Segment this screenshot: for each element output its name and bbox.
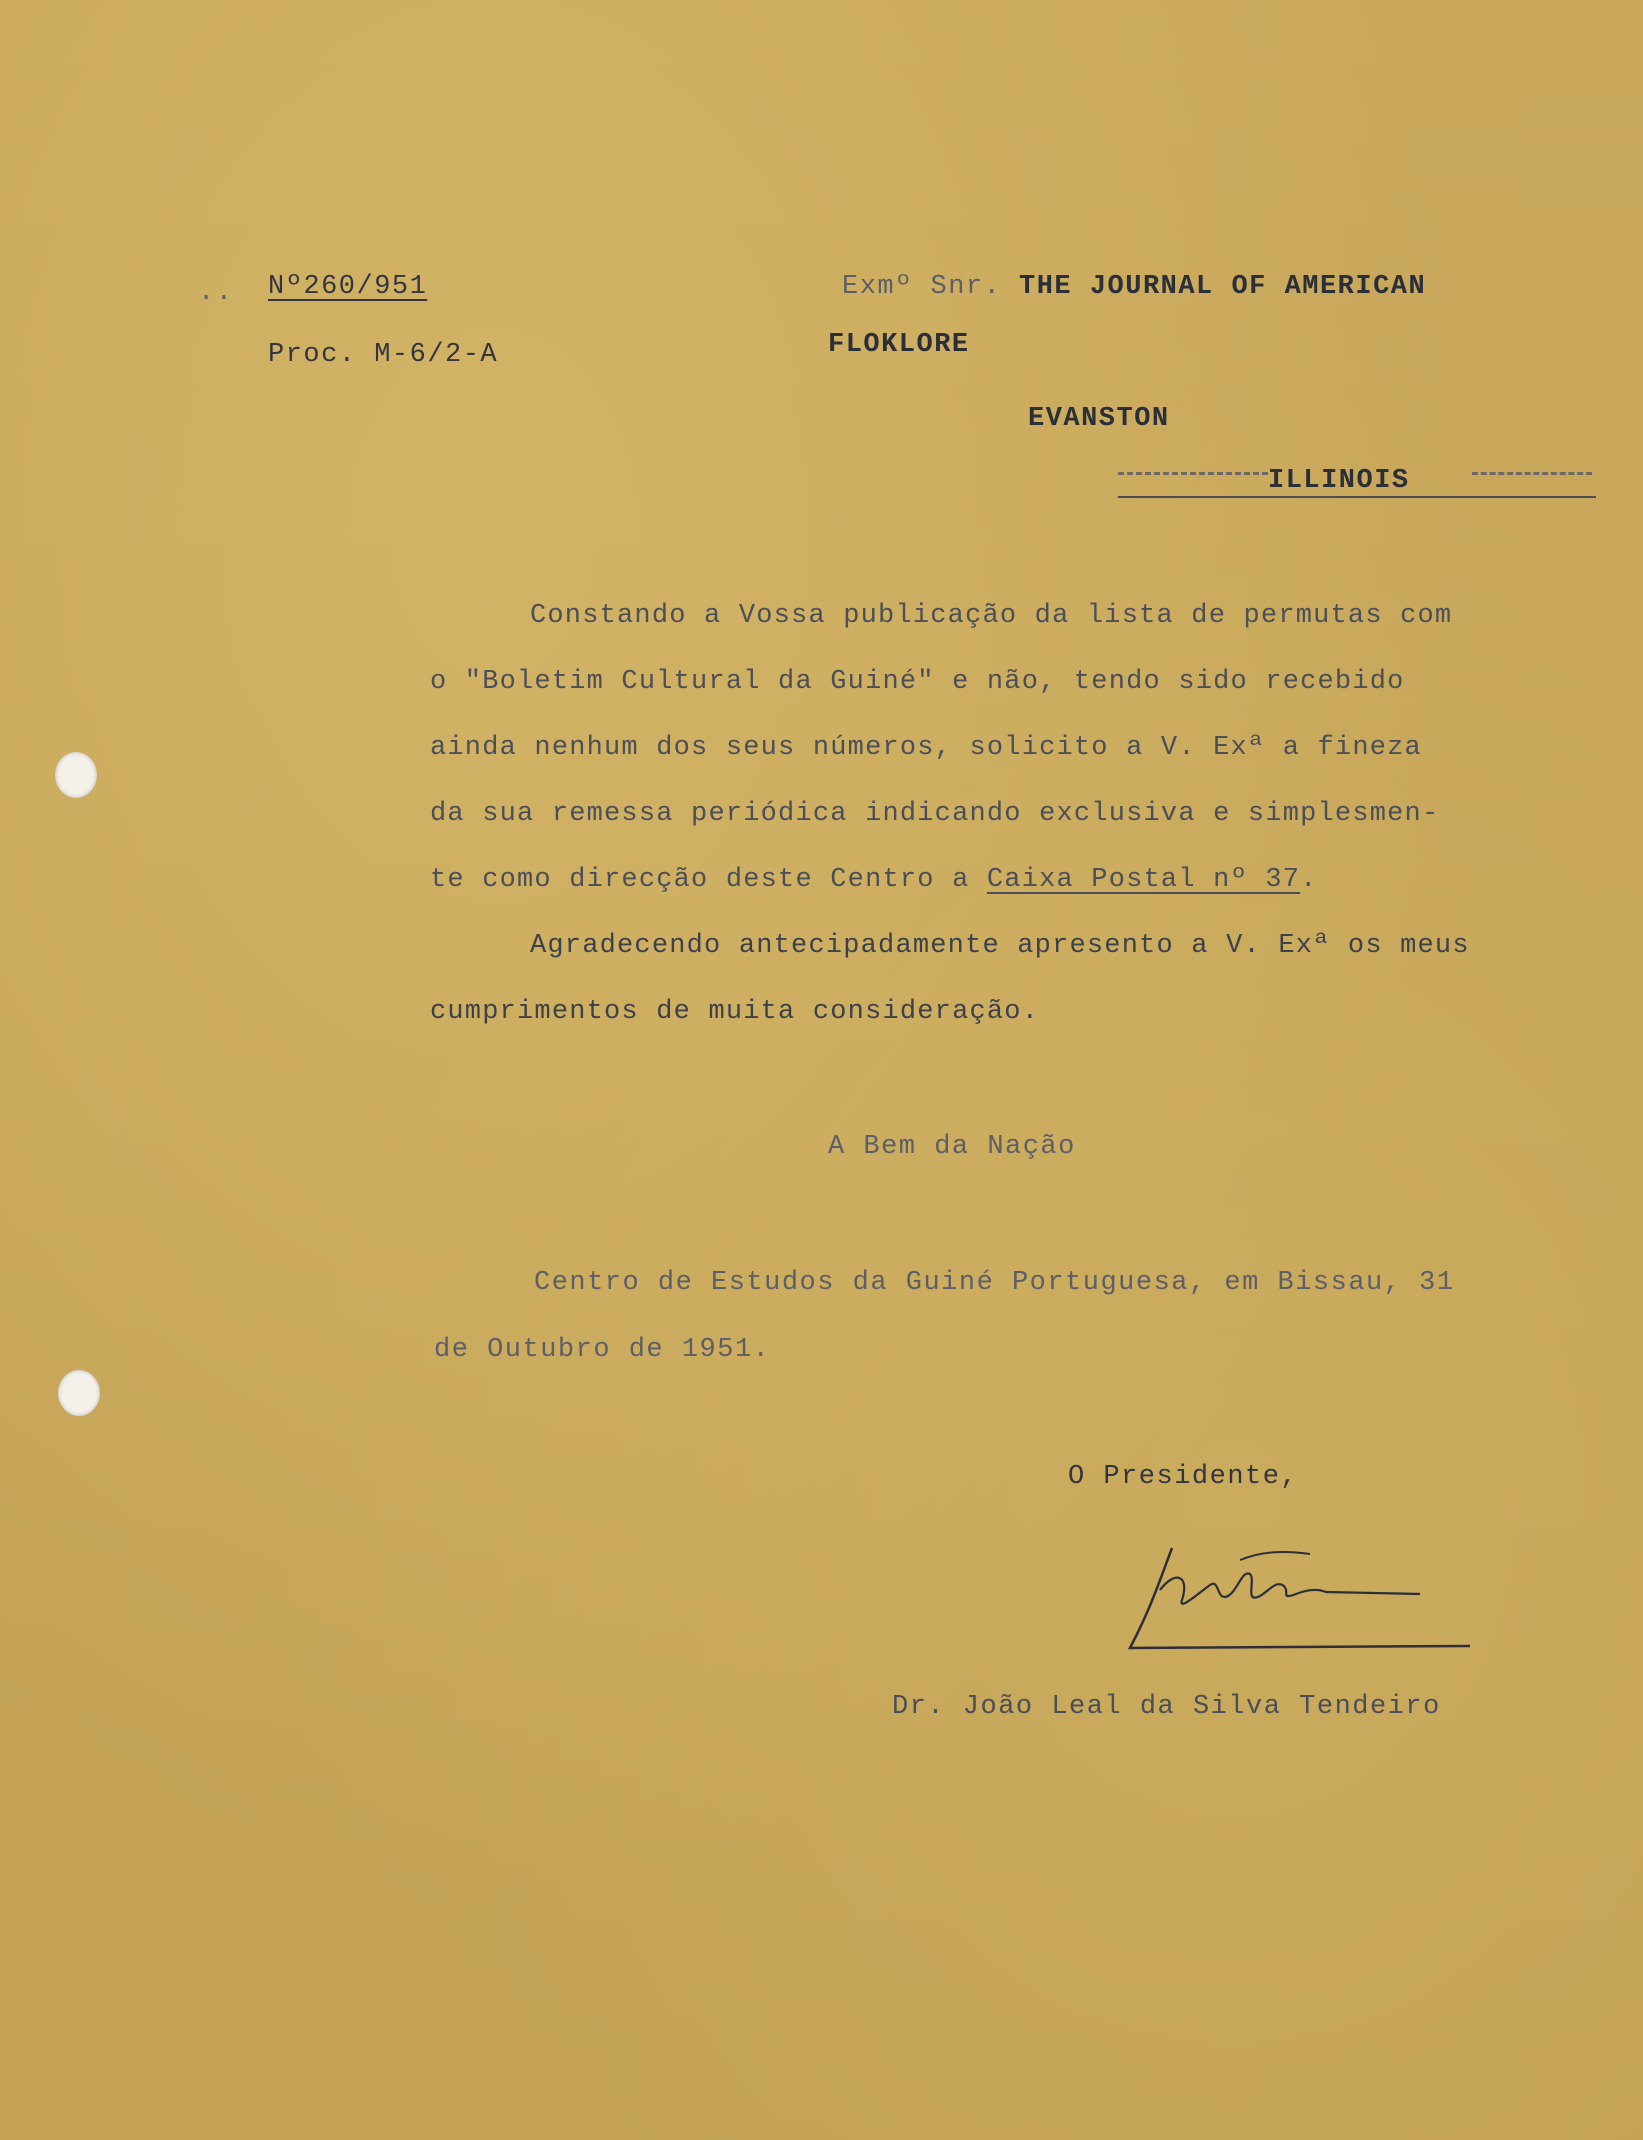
signatory-title: O Presidente, [1068,1462,1299,1492]
body-paragraph-2 [430,913,1580,1045]
body-line: ainda nenhum dos seus números, solicito a V. Exª a fineza [430,733,1422,763]
strikeout-dashes [1472,472,1592,475]
place-date-line-1: Centro de Estudos da Guiné Portuguesa, em Bissau, 31 [534,1268,1455,1298]
closing-motto: A Bem da Nação [828,1132,1076,1162]
body-paragraph-1 [430,583,1580,913]
address-underline [1118,496,1596,498]
place-date-line-2: de Outubro de 1951. [434,1335,771,1365]
body-line-last [430,847,1580,913]
punch-hole [55,752,97,798]
postal-box: Caixa Postal nº 37 [986,865,1301,895]
body-line: Constando a Vossa publicação da lista de permutas com [530,601,1453,631]
body-line: da sua remessa periódica indicando exclusiva e simplesmen- [430,799,1440,829]
body-line: o "Boletim Cultural da Guiné" e não, tendo sido recebido [430,667,1405,697]
reference-number: Nº260/951 [268,272,428,302]
body-line: te como direcção deste Centro a [430,865,987,895]
handwritten-signature [1120,1530,1500,1670]
body-line: Agradecendo antecipadamente apresento a V. Exª os meus [530,931,1470,961]
header-dots: .. [198,278,234,308]
addressee-block [842,272,1426,302]
addressee-line-1: THE JOURNAL OF AMERICAN [1019,272,1427,302]
salutation: Exmº Snr. [842,272,1002,302]
strikeout-dashes [1118,472,1268,475]
sentence-end: . [1300,865,1318,895]
process-number: Proc. M-6/2-A [268,340,499,370]
addressee-city: EVANSTON [1028,404,1170,434]
punch-hole [58,1370,100,1416]
addressee-state: ILLINOIS [1268,466,1410,496]
addressee-line-2: FLOKLORE [828,330,970,360]
body-line: cumprimentos de muita consideração. [430,997,1040,1027]
signatory-name: Dr. João Leal da Silva Tendeiro [892,1692,1441,1722]
